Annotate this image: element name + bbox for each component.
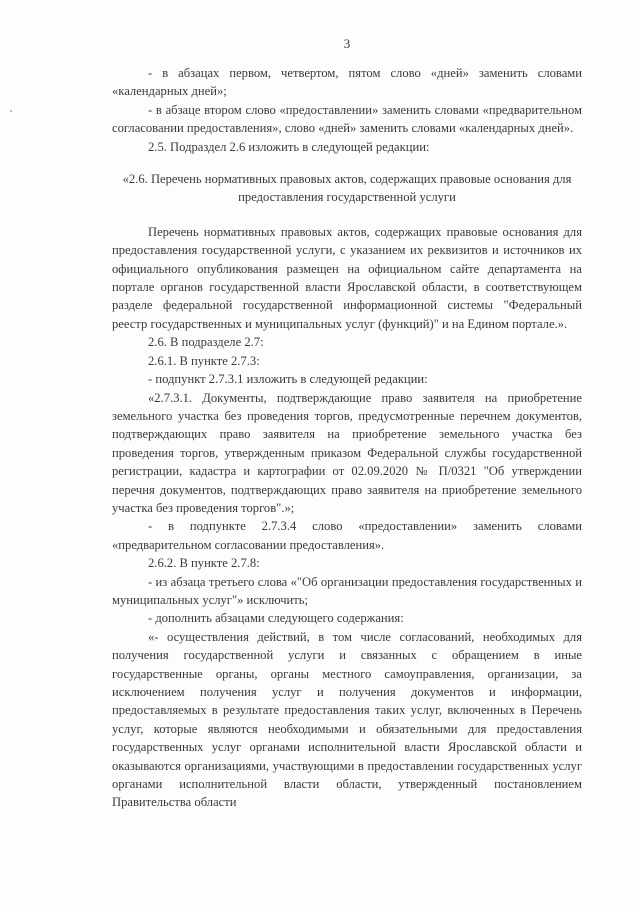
scan-mark (10, 110, 12, 112)
paragraph: 2.5. Подраздел 2.6 изложить в следующей редакции: (148, 139, 430, 154)
paragraph: «- осуществления действий, в том числе согласований, необходимых для получения государственной услуги и связанных с обращением в иные государственные органы, органы местного самоуправления, организации, за исключением получения услуг и получения документов и информации, предоставляемых в результате предоставления таких услуг, включенных в Перечень услуг, которые являются необходимыми и обязательными для предоставления государственных услуг органами исполнительной власти Ярославской области и оказываются организациями, участвующими в предоставлении государственных услуг органами исполнительной власти области, утвержденный постановлением Правительства области (112, 629, 582, 810)
paragraph: - подпункт 2.7.3.1 изложить в следующей редакции: (148, 372, 428, 387)
paragraph: Перечень нормативных правовых актов, содержащих правовые основания для предоставления государственной услуги, с указанием их реквизитов и источников их официального опубликования размещен на официальном сайте департамента на портале органов государственной власти Ярославской области, в соответствующем разделе федеральной государственной информационной системы "Федеральный реестр государственных и муниципальных услуг (функций)" и на Едином портале.». (112, 224, 582, 331)
paragraph: - в абзаце втором слово «предоставлении» заменить словами «предварительном согласовании предоставления», слово «дней» заменить словами «календарных дней». (112, 102, 582, 136)
paragraph: «2.7.3.1. Документы, подтверждающие право заявителя на приобретение земельного участка без проведения торгов, предусмотренные перечнем документов, подтверждающих право заявителя на приобретение земельного участка без проведения торгов, утвержденным приказом Федеральной службы государственной регистрации, кадастра и картографии от 02.09.2020 № П/0321 "Об утверждении перечня документов, подтверждающих право заявителя на приобретение земельного участка без проведения торгов".»; (112, 390, 582, 515)
paragraph: 2.6.2. В пункте 2.7.8: (148, 556, 260, 571)
page-number: 3 (343, 36, 351, 51)
section-heading: «2.6. Перечень нормативных правовых актов, содержащих правовые основания для предоставления государственной услуги (122, 172, 572, 205)
paragraph: - дополнить абзацами следующего содержания: (148, 611, 404, 626)
paragraph: - в абзацах первом, четвертом, пятом слово «дней» заменить словами «календарных дней»; (112, 66, 582, 99)
paragraph: - из абзаца третьего слова «"Об организации предоставления государственных и муниципальных услуг"» исключить; (112, 574, 582, 607)
paragraph: - в подпункте 2.7.3.4 слово «предоставлении» заменить словами «предварительном согласовании предоставления». (112, 519, 582, 552)
paragraph: 2.6.1. В пункте 2.7.3: (148, 353, 260, 368)
paragraph: 2.6. В подразделе 2.7: (148, 335, 264, 350)
